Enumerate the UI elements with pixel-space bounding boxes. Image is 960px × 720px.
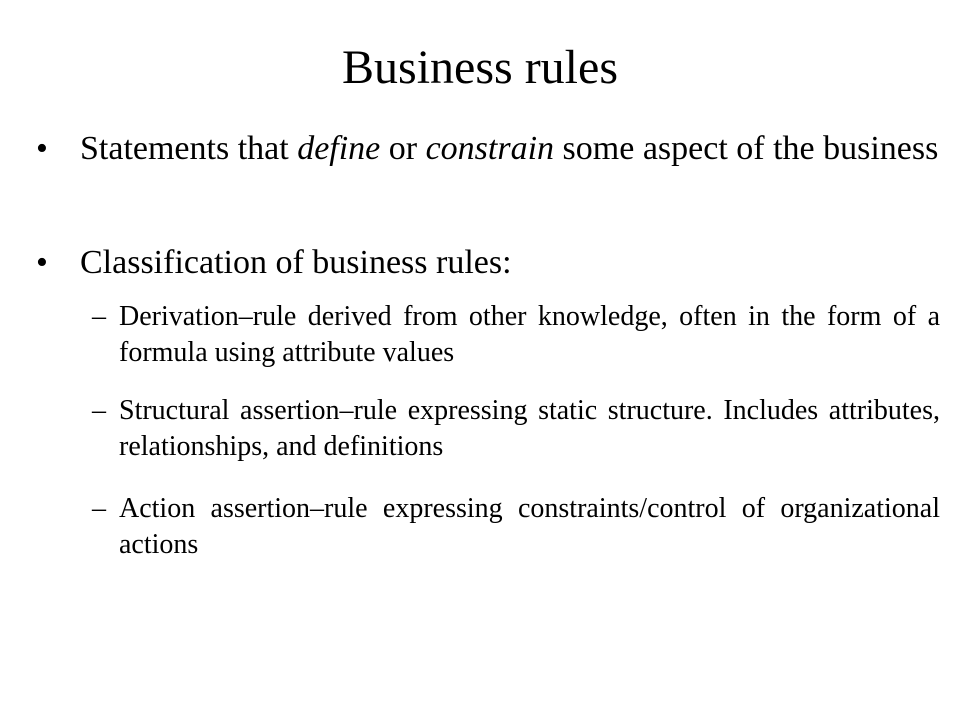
sub-bullet-text: Structural assertion–rule expressing static structure. Includes attributes, relationships, and definitions [119, 395, 940, 462]
bullet-text-part: some aspect of the business [554, 130, 939, 167]
sub-bullet-action-assertion [92, 491, 940, 563]
sub-bullet-text: Derivation–rule derived from other knowledge, often in the form of a formula using attribute values [119, 301, 940, 368]
sub-bullet-marker: – [92, 301, 106, 332]
slide-title: Business rules [342, 41, 618, 94]
bullet-statements [36, 128, 946, 170]
bullet-marker: • [36, 244, 48, 281]
sub-bullet-structural-assertion [92, 393, 940, 465]
sub-bullet-marker: – [92, 493, 106, 524]
emphasis-define: define [297, 130, 381, 167]
emphasis-constrain: constrain [425, 130, 555, 167]
bullet-text-part: or [380, 130, 426, 167]
bullet-marker: • [36, 130, 48, 167]
bullet-text: Classification of business rules: [80, 244, 512, 281]
bullet-text [80, 128, 946, 170]
sub-bullet-marker: – [92, 395, 106, 426]
sub-bullet-text: Action assertion–rule expressing constraints/control of organizational actions [119, 493, 940, 560]
sub-bullet-derivation [92, 299, 940, 371]
bullet-text-part: Statements that [80, 130, 298, 167]
bullet-classification [36, 242, 946, 284]
